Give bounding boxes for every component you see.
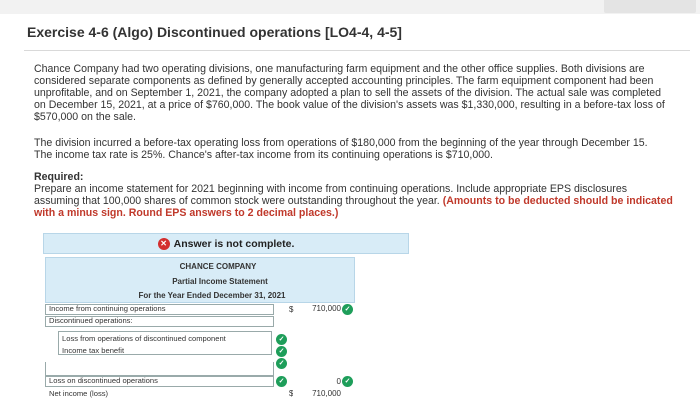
required-section [34, 172, 674, 220]
required-line-2-text: assuming that 100,000 shares of common stock were outstanding throughout the year. [34, 194, 443, 207]
row-label[interactable]: Income tax benefit [62, 346, 125, 355]
statement-header [45, 257, 355, 303]
problem-paragraph-1 [34, 64, 674, 124]
row-label: Discontinued operations: [49, 316, 133, 325]
check-icon: ✓ [342, 304, 353, 315]
row-label[interactable]: Loss from operations of discontinued component [62, 334, 226, 343]
exercise-title: Exercise 4-6 (Algo) Discontinued operations [LO4-4, 4-5] [27, 24, 402, 40]
statement-period: For the Year Ended December 31, 2021 [138, 291, 286, 300]
check-icon: ✓ [276, 376, 287, 387]
check-icon: ✓ [342, 376, 353, 387]
answer-status-bar [43, 233, 409, 254]
p1-line: $570,000 on the sale. [34, 110, 136, 123]
p2-line: The income tax rate is 25%. Chance's after-tax income from its continuing operations is $710,000. [34, 148, 493, 161]
required-line-1: Prepare an income statement for 2021 beginning with income from continuing operations. Include appropriate EPS disclosures [34, 182, 628, 195]
dollar-sign: $ [289, 305, 294, 314]
row-label: Income from continuing operations [49, 304, 166, 313]
check-icon: ✓ [276, 334, 287, 345]
value-input-loss-discontinued[interactable]: 0 [336, 377, 341, 386]
problem-paragraph-2 [34, 138, 674, 162]
top-right-tab[interactable] [604, 0, 696, 13]
value-input-net-income[interactable]: 710,000 [312, 389, 341, 398]
required-line-3-red: with a minus sign. Round EPS answers to 2 decimal places.) [34, 206, 339, 219]
check-icon: ✓ [276, 358, 287, 369]
statement-row-discontinued [45, 316, 355, 327]
row-label: Net income (loss) [49, 390, 109, 398]
check-icon: ✓ [276, 346, 287, 357]
top-bar [0, 0, 700, 14]
statement-name: Partial Income Statement [172, 277, 268, 286]
dollar-sign: $ [289, 389, 294, 398]
p1-line: Chance Company had two operating divisions, one manufacturing farm equipment and the other office supplies. Both divisions are [34, 63, 645, 75]
statement-row-loss-from-ops [45, 334, 355, 345]
error-x-icon: ✕ [158, 238, 170, 250]
p1-line: unprofitable, and on September 1, 2021, the company adopted a plan to sell the assets of the division. The actual sale was completed [34, 86, 662, 99]
required-line-2 [34, 196, 674, 208]
answer-status-text: Answer is not complete. [173, 237, 295, 250]
p2-line: The division incurred a before-tax operating loss from operations of $180,000 from the beginning of the year through December 15. [34, 137, 648, 149]
statement-row-tax-benefit [45, 346, 355, 357]
p1-line: considered separate components as defined by generally accepted accounting principles. The farm equipment component had been [34, 74, 654, 87]
value-input-continuing-ops[interactable]: 710,000 [312, 304, 341, 313]
row-label: Loss on discontinued operations [49, 376, 158, 385]
required-label: Required: [34, 171, 84, 183]
required-instruction-red: (Amounts to be deducted should be indicated [442, 194, 673, 207]
blank-row[interactable] [45, 362, 274, 376]
p1-line: on December 15, 2021, at a price of $760,000. The book value of the division's assets was $1,330,000, resulting in a before-tax loss of [34, 98, 665, 111]
company-name: CHANCE COMPANY [179, 262, 257, 271]
title-divider [24, 50, 690, 51]
